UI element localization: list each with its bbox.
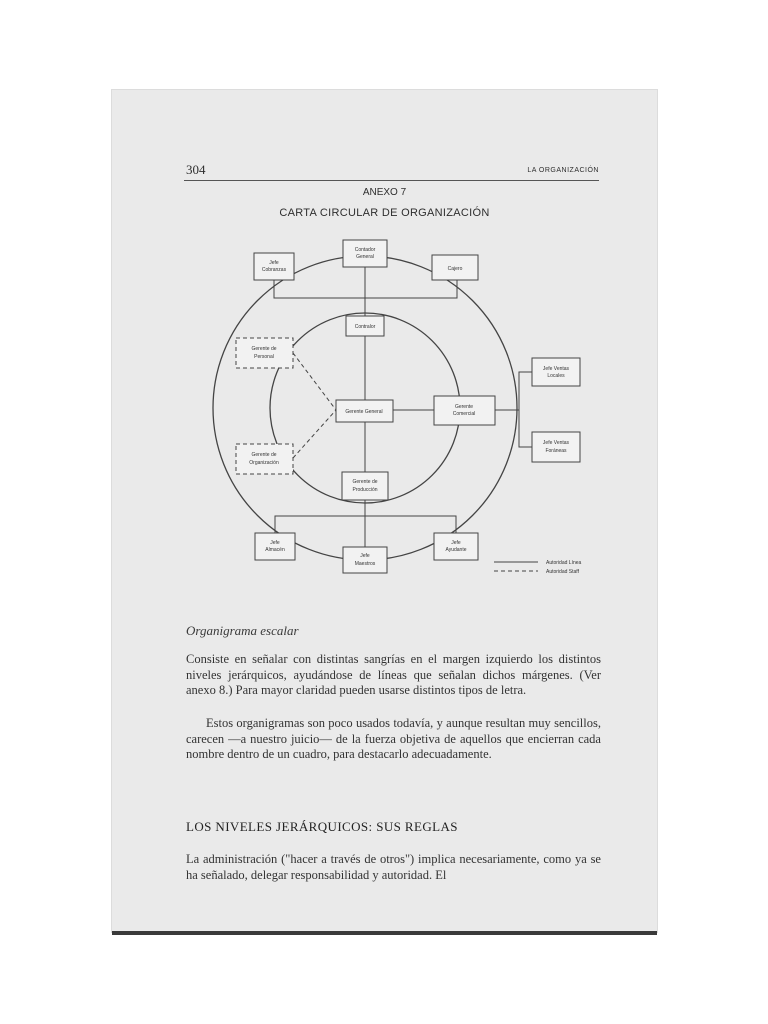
paragraph-3: La administración ("hacer a través de otros") implica necesariamente, como ya se ha señalado, delegar responsabilidad y autoridad. El <box>186 852 601 882</box>
label-almacen-2: Almacén <box>265 547 285 553</box>
label-gerente-general: Gerente General <box>345 409 383 415</box>
label-maestros-1: Jefe <box>360 553 370 559</box>
label-comercial-1: Gerente <box>454 404 474 410</box>
label-ventas-foraneas-1: Jefe Ventas <box>542 440 570 446</box>
legend-line-label: Autoridad Línea <box>546 560 582 566</box>
label-produccion-1: Gerente de <box>352 479 378 485</box>
label-personal-2: Personal <box>254 354 274 360</box>
label-ventas-locales-1: Jefe Ventas <box>542 366 570 372</box>
annex-title: CARTA CIRCULAR DE ORGANIZACIÓN <box>279 207 490 219</box>
label-contralor: Contralor <box>354 324 376 330</box>
box-gerente-organizacion <box>236 444 293 474</box>
label-contador-1: Contador <box>354 247 376 253</box>
label-almacen-1: Jefe <box>270 540 280 546</box>
circular-org-chart <box>112 90 657 620</box>
label-personal-1: Gerente de <box>251 346 277 352</box>
paragraph-1: Consiste en señalar con distintas sangrías en el margen izquierdo los distintos niveles jerárquicos, ayudándose de líneas que señalan dichos márgenes. (Ver anexo 8.) Para mayor claridad pueden usarse distintos tipos de letra. <box>186 652 601 697</box>
staff-line-personal <box>293 353 336 410</box>
section-heading-niveles: LOS NIVELES JERÁRQUICOS: SUS REGLAS <box>186 819 458 834</box>
label-ayudante-2: Ayudante <box>445 547 467 553</box>
label-cobranzas-2: Cobranzas <box>261 267 287 273</box>
label-contador-2: General <box>356 254 374 260</box>
label-cajero: Cajero <box>447 266 463 272</box>
label-organizacion-2: Organización <box>249 460 279 466</box>
label-cobranzas-1: Jefe <box>269 260 279 266</box>
page-number: 304 <box>186 162 206 177</box>
box-jefe-ventas-foraneas <box>532 432 580 462</box>
legend <box>494 560 582 575</box>
paragraph-2: Estos organigramas son poco usados todavía, y aunque resultan muy sencillos, carecen —a nuestro juicio— de la fuerza objetiva de aquellos que encierran cada nombre dentro de un cuadro, para destacarlo adecuadamente. <box>186 716 601 761</box>
running-header: LA ORGANIZACIÓN <box>527 167 599 174</box>
box-gerente-produccion <box>342 472 388 500</box>
staff-line-organizacion <box>293 410 336 458</box>
box-gerente-personal <box>236 338 293 368</box>
line-ventas-branch <box>495 372 532 447</box>
annex-label: ANEXO 7 <box>362 187 407 198</box>
label-organizacion-1: Gerente de <box>251 452 277 458</box>
label-maestros-2: Maestros <box>354 561 376 567</box>
legend-staff-label: Autoridad Staff <box>546 569 579 575</box>
label-produccion-2: Producción <box>352 487 378 493</box>
section-title-organigrama-escalar: Organigrama escalar <box>186 623 299 638</box>
label-comercial-2: Comercial <box>452 411 476 417</box>
label-ventas-locales-2: Locales <box>547 373 565 379</box>
label-ventas-foraneas-2: Foráneas <box>545 448 567 454</box>
book-page <box>112 90 657 932</box>
box-jefe-maestros <box>343 547 387 573</box>
label-ayudante-1: Jefe <box>451 540 461 546</box>
box-jefe-ventas-locales <box>532 358 580 386</box>
